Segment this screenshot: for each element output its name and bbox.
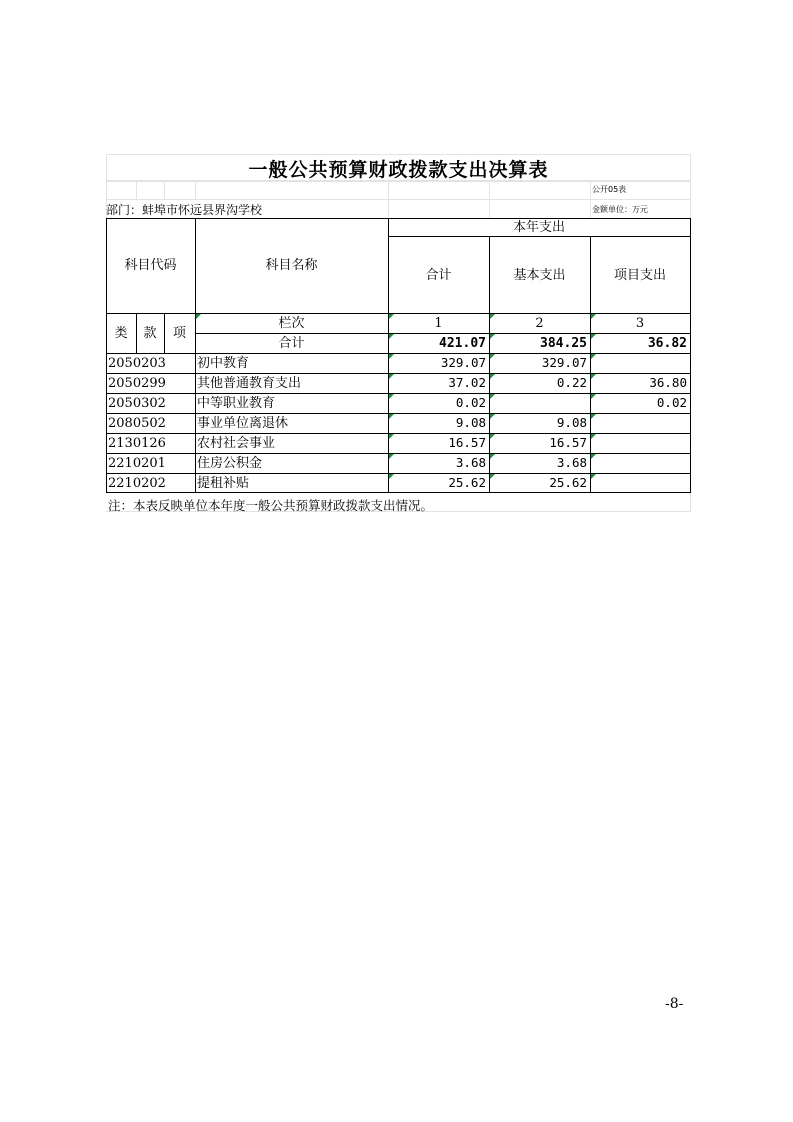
row-total: 37.02 xyxy=(448,375,486,391)
row-code: 2050302 xyxy=(108,396,166,411)
grid-line xyxy=(489,180,490,218)
cell-marker xyxy=(389,354,394,359)
row-basic xyxy=(489,394,590,413)
cell-marker xyxy=(389,414,394,419)
header-code: 科目代码 xyxy=(124,258,177,273)
table-title: 一般公共预算财政拨款支出决算表 xyxy=(106,154,691,182)
cell-marker xyxy=(389,454,394,459)
header-basic: 基本支出 xyxy=(513,267,566,283)
cell-marker xyxy=(196,314,201,319)
row-project xyxy=(590,474,690,492)
row-name: 其他普通教育支出 xyxy=(197,376,302,391)
grid-line xyxy=(690,492,691,512)
row-code: 2210202 xyxy=(108,475,166,491)
cell-marker xyxy=(389,394,394,399)
cell-marker xyxy=(591,414,596,419)
row-project xyxy=(590,434,690,453)
row-name: 中等职业教育 xyxy=(197,396,276,411)
row-project: 36.80 xyxy=(649,375,687,391)
cell-marker xyxy=(389,474,394,479)
row-name: 提租补贴 xyxy=(197,475,250,491)
total-row-basic: 384.25 xyxy=(540,336,587,351)
cell-marker xyxy=(591,454,596,459)
row-code: 2050203 xyxy=(108,356,166,371)
cell-marker xyxy=(490,454,495,459)
row-basic: 0.22 xyxy=(556,375,587,391)
cell-marker xyxy=(490,374,495,379)
cell-marker xyxy=(591,334,596,339)
cell-marker xyxy=(389,374,394,379)
cell-marker xyxy=(591,474,596,479)
grid-line xyxy=(388,180,389,218)
row-total: 3.68 xyxy=(455,455,486,471)
cell-marker xyxy=(490,474,495,479)
row-code: 2210201 xyxy=(108,456,166,471)
table-border-right xyxy=(690,218,691,493)
form-number: 公开05表 xyxy=(592,185,627,194)
row-name: 农村社会事业 xyxy=(197,436,276,451)
page-number: -8- xyxy=(665,996,684,1012)
cell-marker xyxy=(591,394,596,399)
row-name: 初中教育 xyxy=(197,356,250,371)
grid-line xyxy=(164,180,165,200)
header-xiang: 项 xyxy=(172,326,186,341)
row-project: 0.02 xyxy=(656,395,687,411)
col-index-3: 3 xyxy=(635,316,645,331)
col-index-2: 2 xyxy=(535,316,544,331)
amount-unit: 金额单位：万元 xyxy=(592,205,648,214)
grid-line xyxy=(590,180,591,218)
header-kuan: 款 xyxy=(143,326,157,341)
row-basic: 9.08 xyxy=(556,415,587,431)
row-basic: 329.07 xyxy=(541,355,587,371)
row-project xyxy=(590,414,690,433)
row-code: 2130126 xyxy=(108,436,166,451)
cell-marker xyxy=(490,434,495,439)
row-project xyxy=(590,354,690,373)
row-code: 2080502 xyxy=(108,416,166,431)
header-lei: 类 xyxy=(114,326,128,341)
cell-marker xyxy=(389,334,394,339)
budget-table-sheet xyxy=(106,154,691,512)
cell-marker xyxy=(490,394,495,399)
row-basic: 3.68 xyxy=(556,455,587,471)
row-total: 9.08 xyxy=(455,415,486,431)
header-name: 科目名称 xyxy=(265,258,318,273)
header-total: 合计 xyxy=(425,267,452,283)
total-row-project: 36.82 xyxy=(647,336,687,351)
cell-marker xyxy=(490,354,495,359)
header-col-label: 栏次 xyxy=(278,316,305,331)
cell-marker xyxy=(490,314,495,319)
total-row-label: 合计 xyxy=(278,336,305,351)
cell-marker xyxy=(591,354,596,359)
table-border-bottom xyxy=(106,492,691,493)
grid-line xyxy=(106,199,691,200)
row-total: 0.02 xyxy=(455,395,486,411)
row-basic: 25.62 xyxy=(549,474,587,490)
row-name: 事业单位离退休 xyxy=(197,416,289,431)
row-project xyxy=(590,454,690,473)
cell-marker xyxy=(490,334,495,339)
col-index-1: 1 xyxy=(434,316,443,331)
department-label: 部门：蚌埠市怀远县界沟学校 xyxy=(106,203,263,217)
total-row-total: 421.07 xyxy=(439,336,486,351)
cell-marker xyxy=(490,414,495,419)
row-code: 2050299 xyxy=(108,376,166,391)
grid-line xyxy=(195,180,196,200)
header-project: 项目支出 xyxy=(613,267,666,283)
row-total: 16.57 xyxy=(448,435,486,451)
cell-marker xyxy=(389,434,394,439)
row-basic: 16.57 xyxy=(549,435,587,451)
table-note: 注：本表反映单位本年度一般公共预算财政拨款支出情况。 xyxy=(108,498,434,513)
cell-marker xyxy=(591,374,596,379)
header-current-year: 本年支出 xyxy=(512,219,565,235)
cell-marker xyxy=(591,314,596,319)
row-name: 住房公积金 xyxy=(197,456,263,471)
grid-line xyxy=(136,180,137,200)
cell-marker xyxy=(591,434,596,439)
cell-marker xyxy=(389,314,394,319)
row-total: 25.62 xyxy=(448,474,486,490)
row-total: 329.07 xyxy=(440,355,486,371)
